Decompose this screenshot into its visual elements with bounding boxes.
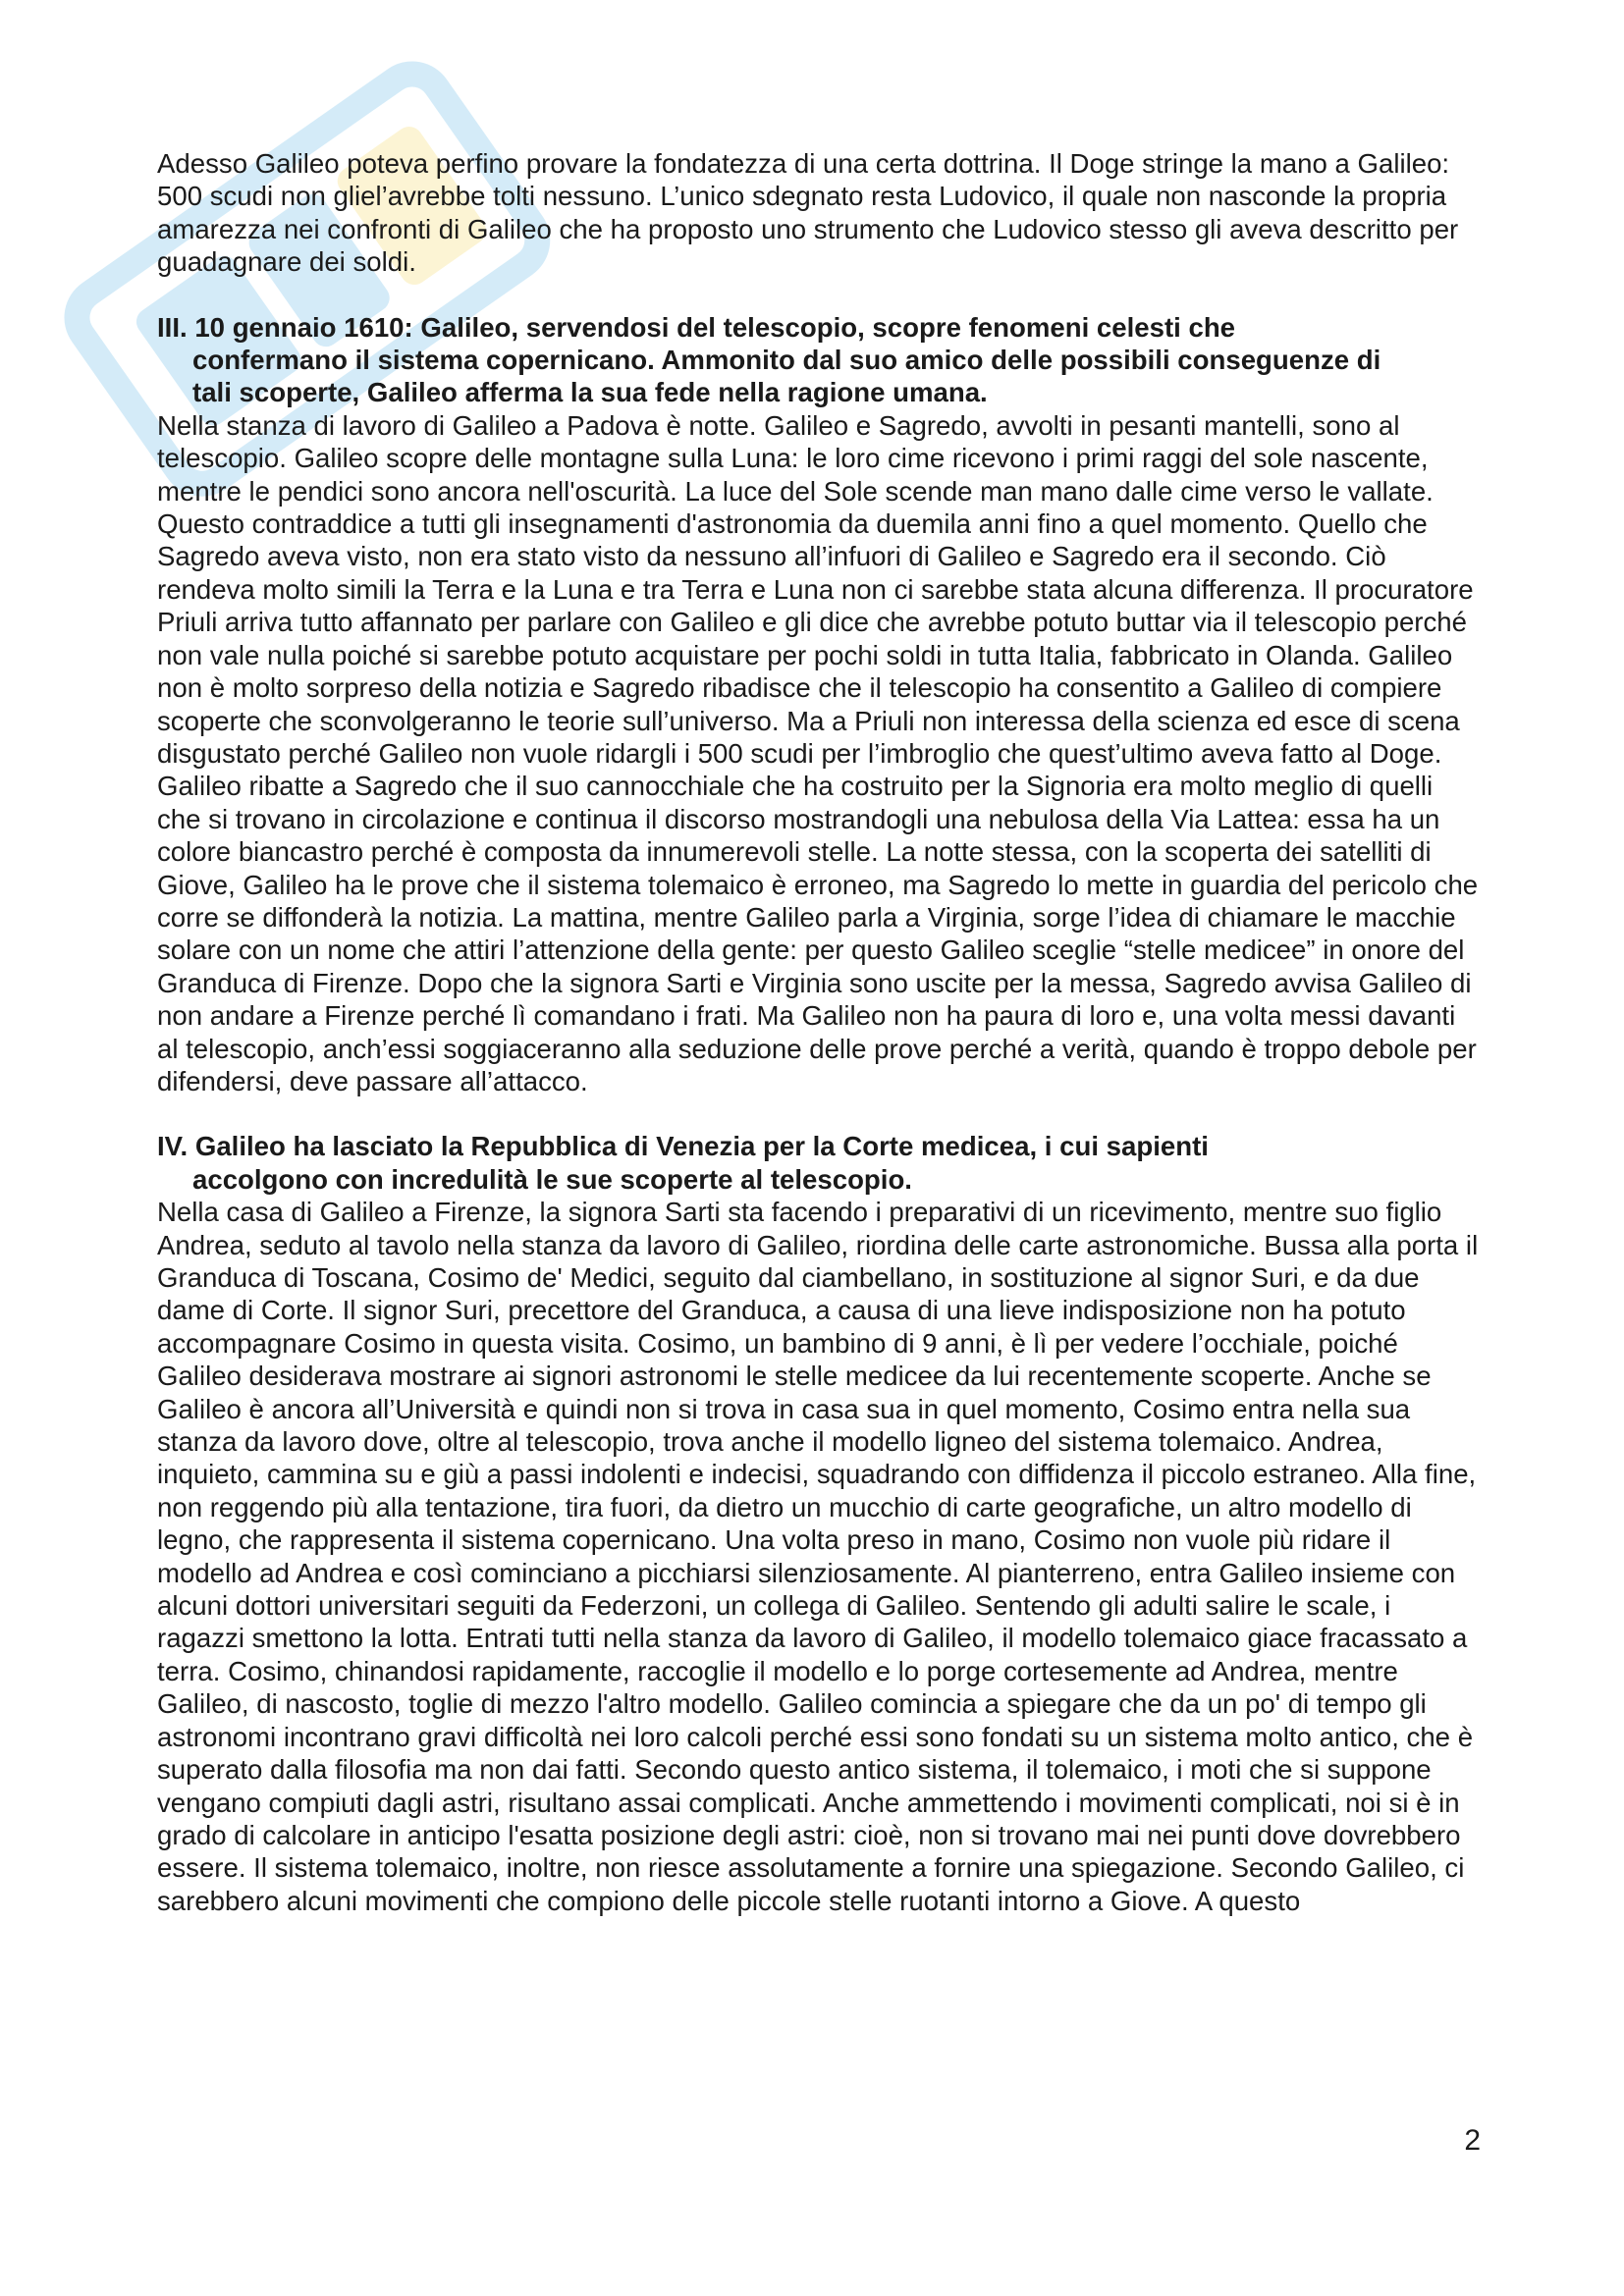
section-3-heading-line-1: III. 10 gennaio 1610: Galileo, servendosi del telescopio, scopre fenomeni celesti che — [157, 311, 1236, 343]
page-number: 2 — [1464, 2124, 1481, 2157]
section-4-heading-line-1: IV. Galileo ha lasciato la Repubblica di Venezia per la Corte medicea, i cui sapienti — [157, 1131, 1209, 1162]
section-3-heading-line-3: tali scoperte, Galileo afferma la sua fede nella ragione umana. — [192, 377, 988, 408]
section-4-heading-line-2: accolgono con incredulità le sue scoperte al telescopio. — [192, 1163, 912, 1195]
section-4-body: Nella casa di Galileo a Firenze, la signora Sarti sta facendo i preparativi di un ricevimento, mentre suo figlio Andrea, seduto al tavolo nella stanza da lavoro di Galileo, riordina delle carte astronomiche. Bussa alla porta il Granduca di Toscana, Cosimo de' Medici, seguito dal ciambellano, in sostituzione al signor Suri, e da due dame di Corte. Il signor Suri, precettore del Granduca, a causa di una lieve indisposizione non ha potuto accompagnare Cosimo in questa visita. Cosimo, un bambino di 9 anni, è lì per vedere l’occhiale, poiché Galileo desiderava mostrare ai signori astronomi le stelle medicee da lui recentemente scoperte. Anche se Galileo è ancora all’Università e quindi non si trova in casa sua in quel momento, Cosimo entra nella sua stanza da lavoro dove, oltre al telescopio, trova anche il modello ligneo del sistema tolemaico. Andrea, inquieto, cammina su e giù a passi indolenti e indecisi, squadrando con diffidenza il piccolo estraneo. Alla fine, non reggendo più alla tentazione, tira fuori, da dietro un mucchio di carte geografiche, un altro modello di legno, che rappresenta il sistema copernicano. Una volta preso in mano, Cosimo non vuole più ridare il modello ad Andrea e così cominciano a picchiarsi silenziosamente. Al pianterreno, entra Galileo insieme con alcuni dottori universitari seguiti da Federzoni, un collega di Galileo. Sentendo gli adulti salire le scale, i ragazzi smettono la lotta. Entrati tutti nella stanza da lavoro di Galileo, il modello tolemaico giace fracassato a terra. Cosimo, chinandosi rapidamente, raccoglie il modello e lo porge cortesemente ad Andrea, mentre Galileo, di nascosto, toglie di mezzo l'altro modello. Galileo comincia a spiegare che da un po' di tempo gli astronomi incontrano gravi difficoltà nei loro calcoli perché essi sono fondati su un sistema molto antico, che è superato dalla filosofia ma non dai fatti. Secondo questo antico sistema, il tolemaico, i moti che si suppone vengano compiuti dagli astri, risultano assai complicati. Anche ammettendo i movimenti complicati, noi si è in grado di calcolare in anticipo l'esatta posizione degli astri: cioè, non si trovano mai nei punti dove dovrebbero essere. Il sistema tolemaico, inoltre, non riesce assolutamente a fornire una spiegazione. Secondo Galileo, ci sarebbero alcuni movimenti che compiono delle piccole stelle ruotanti intorno a Giove. A questo — [157, 1197, 1479, 1916]
spacer — [157, 1097, 1483, 1130]
document-page — [157, 147, 1483, 1917]
intro-paragraph: Adesso Galileo poteva perfino provare la fondatezza di una certa dottrina. Il Doge stringe la mano a Galileo: 500 scudi non gliel’avrebbe tolti nessuno. L’unico sdegnato resta Ludovico, il quale non nasconde la propria amarezza nei confronti di Galileo che ha proposto uno strumento che Ludovico stesso gli aveva descritto per guadagnare dei soldi. — [157, 148, 1459, 278]
section-3-heading-line-2: confermano il sistema copernicano. Ammonito dal suo amico delle possibili conseguenze di — [192, 345, 1381, 376]
section-4-heading — [157, 1130, 1483, 1196]
spacer — [157, 279, 1483, 311]
section-3-heading — [157, 311, 1483, 409]
section-3-body: Nella stanza di lavoro di Galileo a Padova è notte. Galileo e Sagredo, avvolti in pesanti mantelli, sono al telescopio. Galileo scopre delle montagne sulla Luna: le loro cime ricevono i primi raggi del sole nascente, mentre le pendici sono ancora nell'oscurità. La luce del Sole scende man mano dalle cime verso le vallate. Questo contraddice a tutti gli insegnamenti d'astronomia da duemila anni fino a quel momento. Quello che Sagredo aveva visto, non era stato visto da nessuno all’infuori di Galileo e Sagredo era il secondo. Ciò rendeva molto simili la Terra e la Luna e tra Terra e Luna non ci sarebbe stata alcuna differenza. Il procuratore Priuli arriva tutto affannato per parlare con Galileo e gli dice che avrebbe potuto buttar via il telescopio perché non vale nulla poiché si sarebbe potuto acquistare per pochi soldi in tutta Italia, fabbricato in Olanda. Galileo non è molto sorpreso della notizia e Sagredo ribadisce che il telescopio ha consentito a Galileo di compiere scoperte che sconvolgeranno le teorie sull’universo. Ma a Priuli non interessa della scienza ed esce di scena disgustato perché Galileo non vuole ridargli i 500 scudi per l’imbroglio che quest’ultimo aveva fatto al Doge. Galileo ribatte a Sagredo che il suo cannocchiale che ha costruito per la Signoria era molto meglio di quelli che si trovano in circolazione e continua il discorso mostrandogli una nebulosa della Via Lattea: essa ha un colore biancastro perché è composta da innumerevoli stelle. La notte stessa, con la scoperta dei satelliti di Giove, Galileo ha le prove che il sistema tolemaico è erroneo, ma Sagredo lo mette in guardia del pericolo che corre se diffonderà la notizia. La mattina, mentre Galileo parla a Virginia, sorge l’idea di chiamare le macchie solare con un nome che attiri l’attenzione della gente: per questo Galileo sceglie “stelle medicee” in onore del Granduca di Firenze. Dopo che la signora Sarti e Virginia sono uscite per la messa, Sagredo avvisa Galileo di non andare a Firenze perché lì comandano i frati. Ma Galileo non ha paura di loro e, una volta messi davanti al telescopio, anch’essi soggiaceranno alla seduzione delle prove perché a verità, quando è troppo debole per difendersi, deve passare all’attacco. — [157, 409, 1479, 1096]
